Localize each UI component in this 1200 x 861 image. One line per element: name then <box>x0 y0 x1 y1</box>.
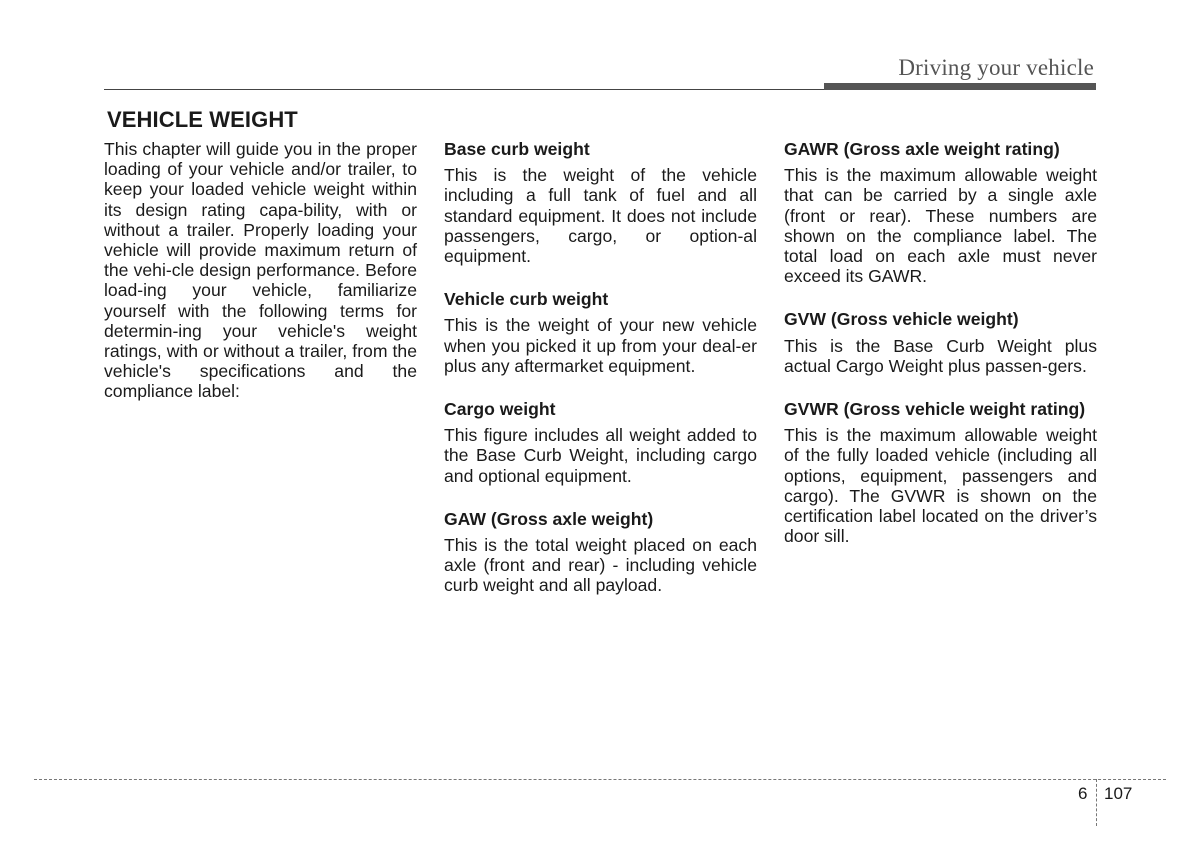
section-cargo-weight <box>444 399 757 486</box>
section-heading: Vehicle curb weight <box>444 289 609 310</box>
section-base-curb-weight <box>444 139 757 266</box>
section-body: This is the maximum allowable weight of the fully loaded vehicle (including all options, equipment, passengers and cargo). The GVWR is shown on the certification label located on the driver’s door sill. <box>784 425 1097 547</box>
section-gvw <box>784 309 1097 376</box>
section-heading: GAW (Gross axle weight) <box>444 508 654 529</box>
intro-paragraph: This chapter will guide you in the proper loading of your vehicle and/or trailer, to keep your loaded vehicle weight within its design rating capa-bility, with or without a trailer. Properly loading your vehicle will provide maximum return of the vehi-cle design performance. Before load-ing your vehicle, familiarize yourself with the following terms for determin-ing your vehicle's weight ratings, with or without a trailer, from the vehicle's specifications and the compliance label: <box>104 139 417 402</box>
section-body: This is the weight of your new vehicle when you picked it up from your deal-er plus any aftermarket equipment. <box>444 315 757 376</box>
column-3 <box>784 139 1097 569</box>
section-body: This is the maximum allowable weight that can be carried by a single axle (front or rear). These numbers are shown on the compliance label. The total load on each axle must never exceed its GAWR. <box>784 165 1097 287</box>
section-gvwr <box>784 399 1097 546</box>
column-2 <box>444 139 757 619</box>
section-heading: Base curb weight <box>444 139 590 159</box>
section-gawr <box>784 139 1097 286</box>
footer-rule <box>34 779 1166 780</box>
section-heading: Cargo weight <box>444 399 556 420</box>
page-title: VEHICLE WEIGHT <box>107 107 298 132</box>
section-heading: GVWR (Gross vehicle weight rating) <box>784 399 1086 420</box>
header-rule-thick <box>824 83 1096 90</box>
section-heading: GAWR (Gross axle weight rating) <box>784 139 1060 159</box>
footer-divider <box>1096 779 1097 826</box>
section-title: Driving your vehicle <box>898 55 1094 80</box>
column-1 <box>104 139 417 402</box>
section-body: This is the total weight placed on each axle (front and rear) - including vehicle curb weight and all payload. <box>444 535 757 596</box>
section-vehicle-curb-weight <box>444 289 757 376</box>
section-body: This is the weight of the vehicle including a full tank of fuel and all standard equipment. It does not include passengers, cargo, or option-al equipment. <box>444 165 757 267</box>
page-number: 107 <box>1104 784 1133 803</box>
section-body: This figure includes all weight added to the Base Curb Weight, including cargo and optional equipment. <box>444 425 757 486</box>
header-rule-thin <box>104 89 824 90</box>
section-heading: GVW (Gross vehicle weight) <box>784 309 1019 330</box>
chapter-number: 6 <box>1078 784 1088 803</box>
section-body: This is the Base Curb Weight plus actual Cargo Weight plus passen-gers. <box>784 335 1097 376</box>
section-gaw <box>444 509 757 596</box>
